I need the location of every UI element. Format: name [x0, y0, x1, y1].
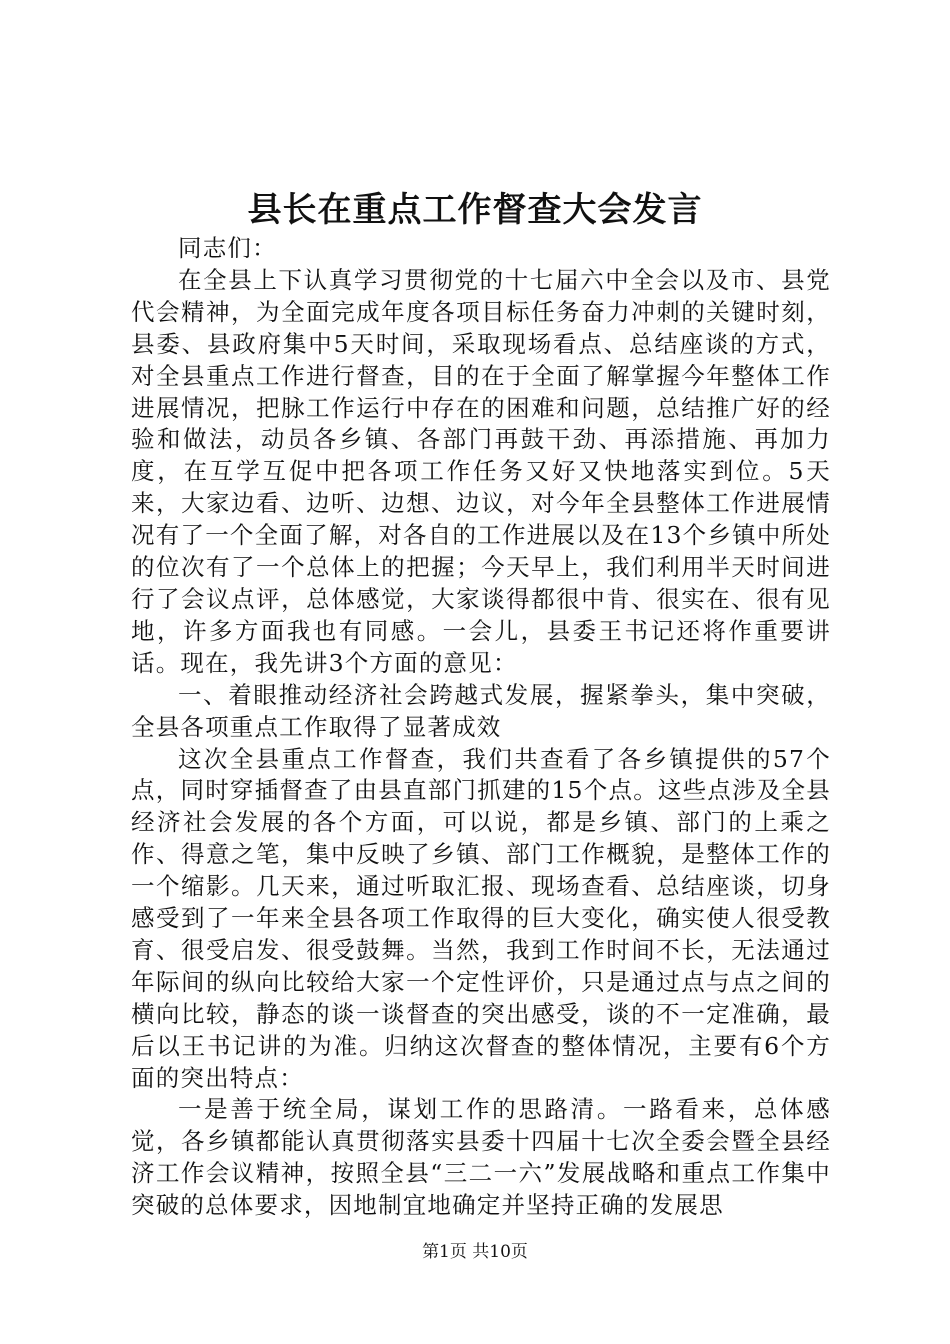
section-heading-paragraph: 一、着眼推动经济社会跨越式发展，握紧拳头，集中突破，全县各项重点工作取得了显著成效	[131, 680, 831, 741]
intro-paragraph: 在全县上下认真学习贯彻党的十七届六中全会以及市、县党代会精神，为全面完成年度各项目标任务奋力冲刺的关键时刻，县委、县政府集中5天时间，采取现场看点、总结座谈的方式，对全县重点工作进行督查，目的在于全面了解掌握今年整体工作进展情况，把脉工作运行中存在的困难和问题，总结推广好的经验和做法，动员各乡镇、各部门再鼓干劲、再添措施、再加力度，在互学互促中把各项工作任务又好又快地落实到位。5天来，大家边看、边听、边想、边议，对今年全县整体工作进展情况有了一个全面了解，对各自的工作进展以及在13个乡镇中所处的位次有了一个总体上的把握；今天早上，我们利用半天时间进行了会议点评，总体感觉，大家谈得都很中肯、很实在、很有见地，许多方面我也有同感。一会儿，县委王书记还将作重要讲话。现在，我先讲3个方面的意见：	[131, 265, 831, 677]
first-point-paragraph: 一是善于统全局，谋划工作的思路清。一路看来，总体感觉，各乡镇都能认真贯彻落实县委十四届十七次全委会暨全县经济工作会议精神，按照全县“三二一六”发展战略和重点工作集中突破的总体要求，因地制宜地确定并坚持正确的发展思	[131, 1095, 831, 1220]
page-footer	[0, 1240, 950, 1264]
salutation-paragraph: 同志们：	[178, 234, 277, 262]
document-body	[131, 233, 831, 1222]
document-title: 县长在重点工作督查大会发言	[247, 190, 703, 230]
inspection-summary-paragraph: 这次全县重点工作督查，我们共查看了各乡镇提供的57个点，同时穿插督查了由县直部门抓建的15个点。这些点涉及全县经济社会发展的各个方面，可以说，都是乡镇、部门的上乘之作、得意之笔，集中反映了乡镇、部门工作概貌，是整体工作的一个缩影。几天来，通过听取汇报、现场查看、总结座谈，切身感受到了一年来全县各项工作取得的巨大变化，确实使人很受教育、很受启发、很受鼓舞。当然，我到工作时间不长，无法通过年际间的纵向比较给大家一个定性评价，只是通过点与点之间的横向比较，静态的谈一谈督查的突出感受，谈的不一定准确，最后以王书记讲的为准。归纳这次督查的整体情况，主要有6个方面的突出特点：	[131, 744, 831, 1092]
page-number-label: 第1页 共10页	[422, 1242, 528, 1262]
